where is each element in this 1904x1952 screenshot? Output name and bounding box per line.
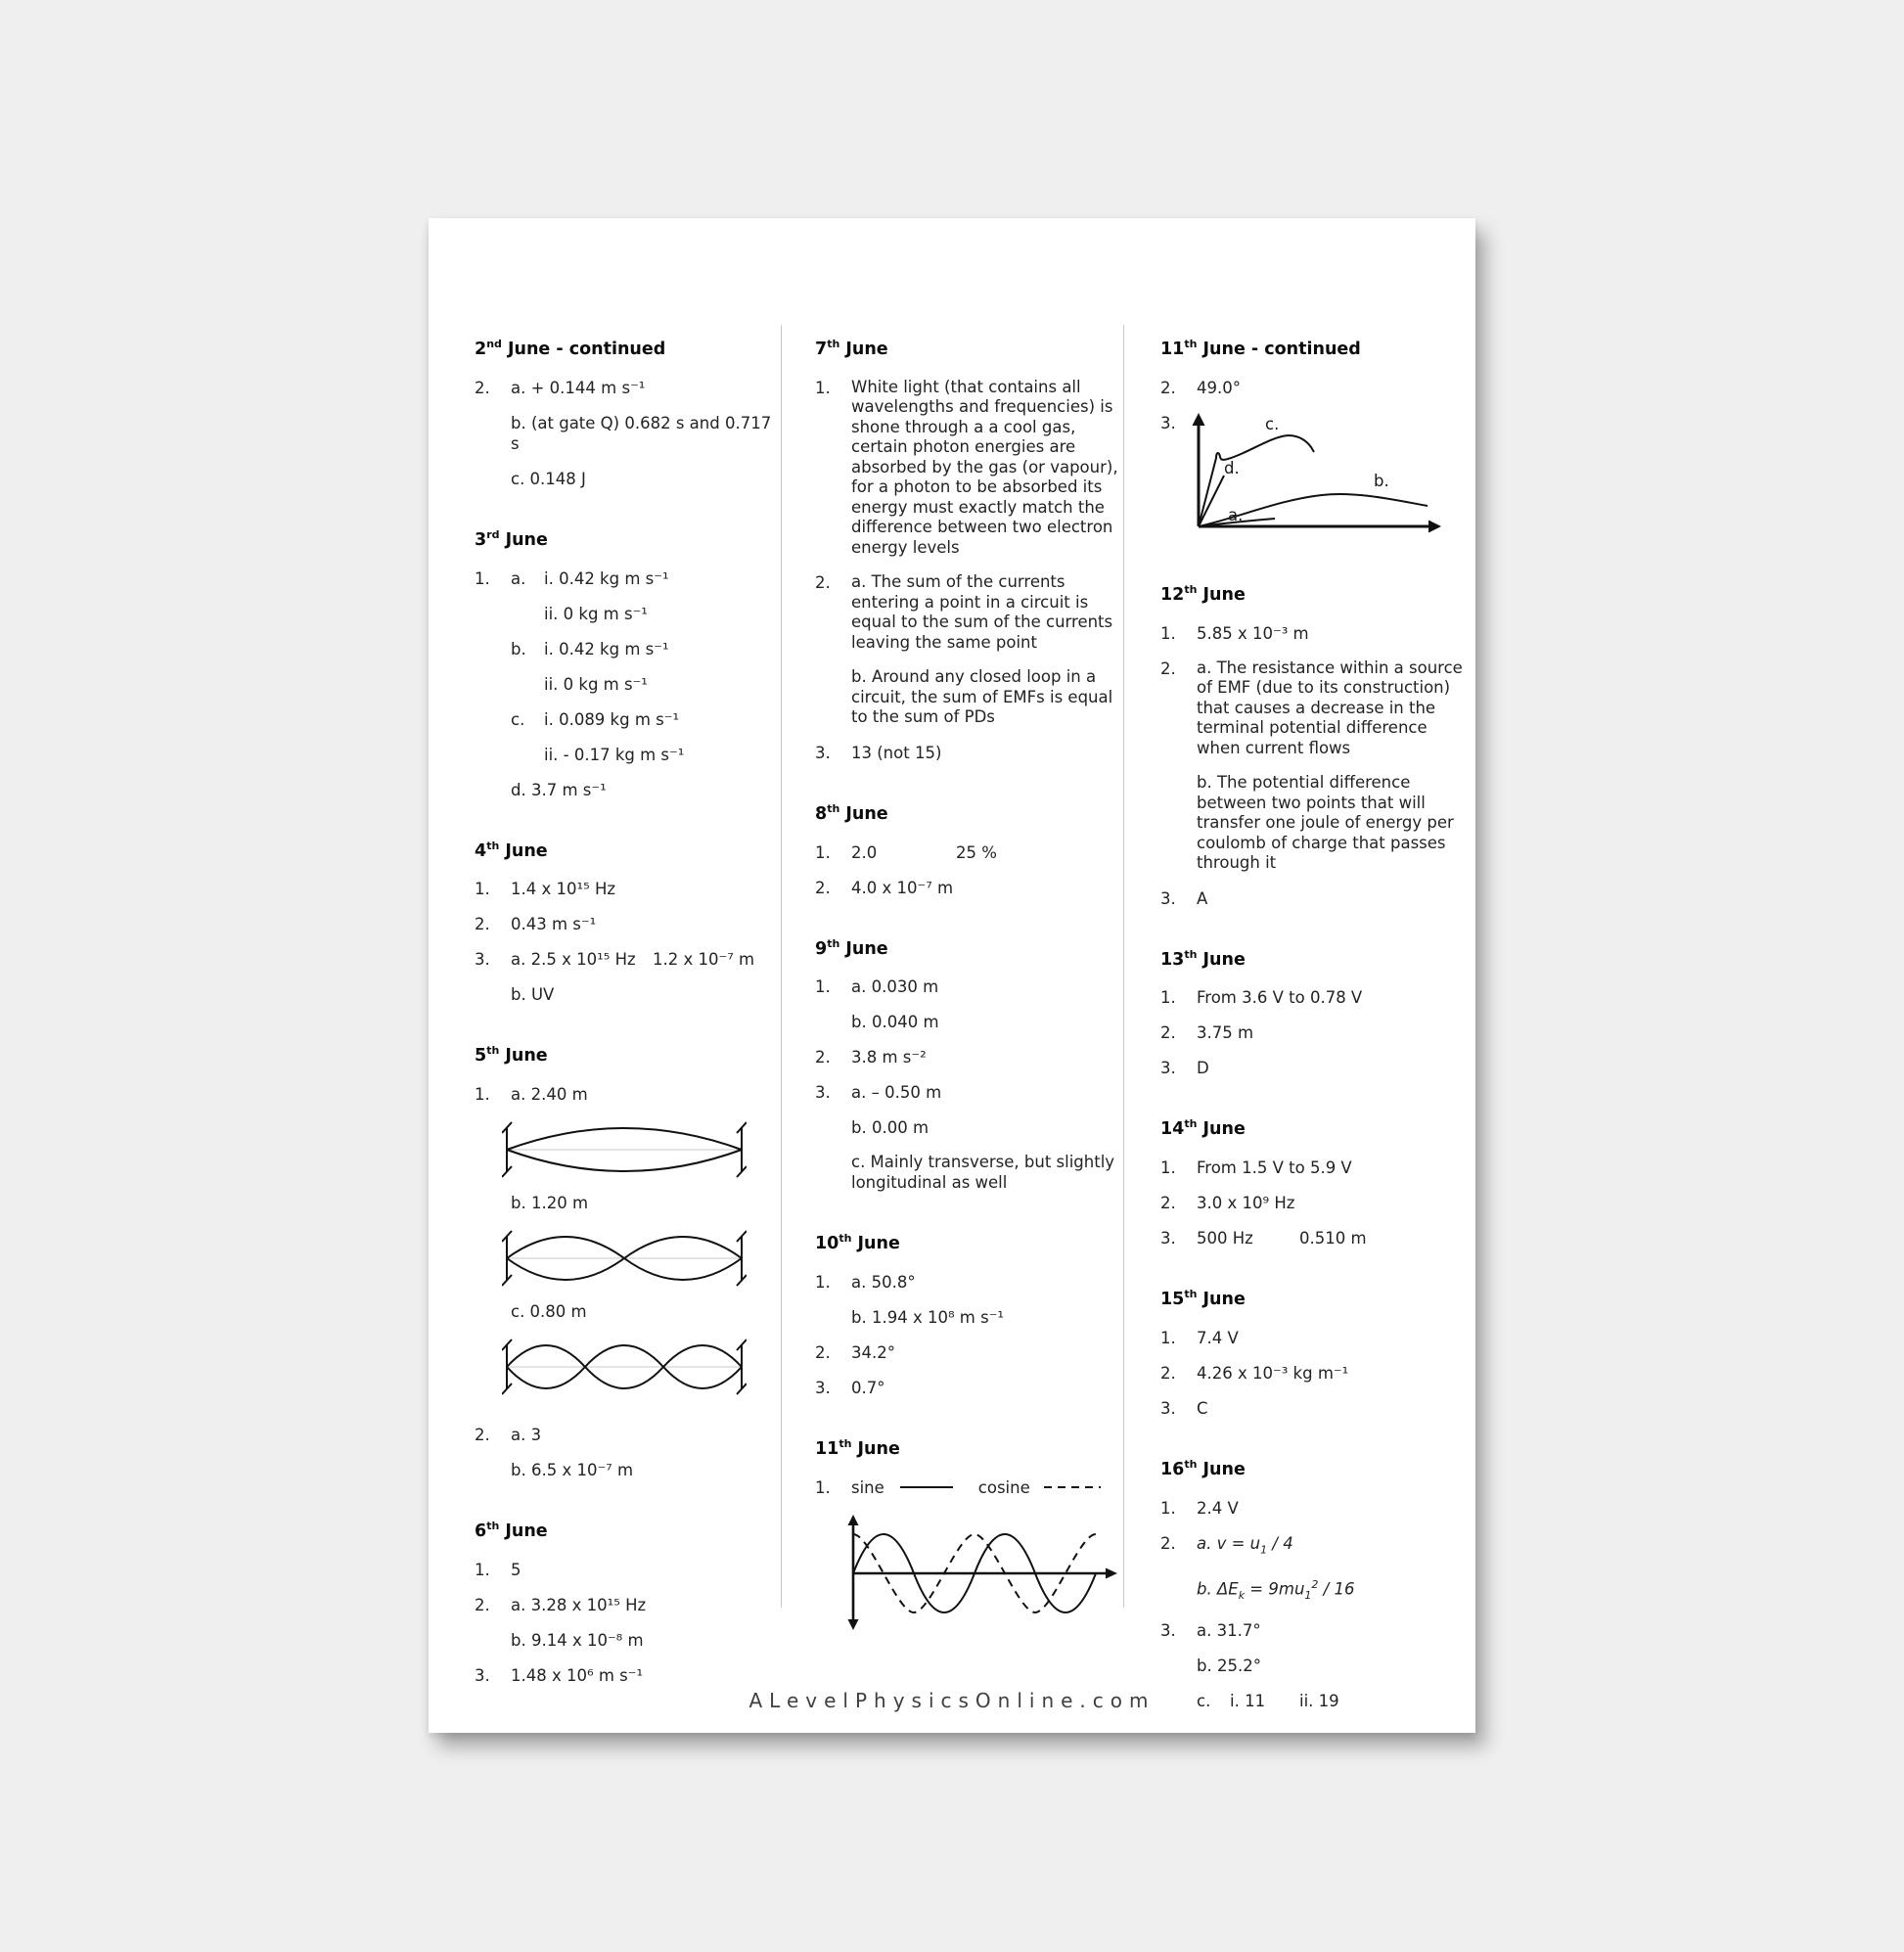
answer-line: a. 3 (511, 1426, 542, 1445)
section-heading: 6th June (475, 1520, 548, 1542)
curve-label-c: c. (1265, 414, 1280, 433)
item-number: 1. (1160, 1158, 1176, 1178)
item-number: 1. (815, 1478, 831, 1498)
section-9th-june (815, 933, 1123, 1194)
item-number: 2. (475, 1426, 490, 1445)
item-number: 2. (1160, 1194, 1176, 1213)
section-heading: 16th June (1160, 1458, 1246, 1479)
item-number: 3. (1160, 1399, 1176, 1419)
section-heading: 11th June (815, 1437, 900, 1460)
section-heading: 15th June (1160, 1288, 1246, 1310)
labelled-curves-graph (1185, 407, 1449, 544)
standing-wave-diagram-3-loops (502, 1337, 747, 1397)
answer-line: ii. 0 kg m s⁻¹ (544, 604, 648, 623)
answer-line: 0.7° (851, 1379, 885, 1398)
item-number: 2. (475, 1596, 490, 1615)
answer-paragraph: b. The potential difference between two points that will transfer one joule of energy per coulomb of charge that passes through it (1197, 773, 1454, 873)
answer-line: b. UV (511, 985, 555, 1005)
answer-item (1160, 1058, 1466, 1078)
answer-item (815, 378, 1123, 559)
item-number: 2. (815, 573, 831, 593)
section-16th-june (1160, 1454, 1466, 1711)
answer-subitem: c. i. 11 ii. 19 (1197, 1692, 1339, 1711)
item-number: 1. (1160, 623, 1176, 643)
item-number: 3. (1160, 1229, 1176, 1248)
answer-item (1160, 1158, 1466, 1178)
answer-line: b. 0.00 m (851, 1118, 929, 1138)
answer-item (1160, 1328, 1466, 1348)
answer-line: 1.48 x 10⁶ m s⁻¹ (511, 1666, 644, 1686)
section-heading: 10th June (815, 1232, 900, 1254)
sine-legend-label: sine (851, 1478, 884, 1498)
answer-line: 3.75 m (1197, 1023, 1254, 1043)
answer-item (815, 878, 1123, 898)
answer-line: a. – 0.50 m (851, 1083, 942, 1103)
section-heading: 12th June (1160, 582, 1246, 605)
answer-line: a. 50.8° (851, 1273, 916, 1293)
section-13th-june (1160, 944, 1466, 1079)
section-14th-june (1160, 1113, 1466, 1248)
answer-item (1160, 1533, 1466, 1606)
answer-line: 0.43 m s⁻¹ (511, 915, 597, 934)
item-number: 1. (815, 1273, 831, 1293)
item-number: 1. (815, 378, 831, 397)
answer-subitem: b. i. 0.42 kg m s⁻¹ ii. 0 kg m s⁻¹ (511, 639, 669, 694)
section-heading: 14th June (1160, 1117, 1246, 1140)
item-number: 3. (475, 950, 490, 970)
column-1 (475, 218, 781, 1733)
answer-item (1160, 658, 1466, 874)
answer-line: 34.2° (851, 1343, 895, 1363)
sine-cosine-graph (834, 1513, 1122, 1632)
item-number: 3. (815, 743, 831, 762)
item-number: 2. (1160, 658, 1176, 678)
columns-container (429, 218, 1475, 1733)
section-heading: 4th June (475, 839, 548, 861)
item-number: 3. (475, 1666, 490, 1686)
answer-item (475, 949, 781, 1005)
section-heading: 7th June (815, 338, 888, 359)
item-number: 2. (475, 915, 490, 934)
section-15th-june (1160, 1284, 1466, 1419)
standing-wave-diagram-2-loops (502, 1228, 747, 1289)
item-number: 3. (1160, 1621, 1176, 1641)
curve-label-b: b. (1374, 471, 1389, 490)
answer-item (1160, 1363, 1466, 1384)
item-number: 2. (1160, 1023, 1176, 1043)
column-2 (815, 218, 1123, 1733)
answer-line: a. 31.7° (1197, 1621, 1261, 1641)
item-number: 1. (815, 977, 831, 997)
item-number: 1. (475, 568, 490, 588)
answer-line: 2.0 25 % (851, 842, 997, 862)
answer-line: a. 2.40 m (511, 1085, 588, 1105)
section-3rd-june (475, 524, 781, 800)
answer-line: 3.0 x 10⁹ Hz (1197, 1194, 1295, 1213)
answer-subitem: c. i. 0.089 kg m s⁻¹ ii. - 0.17 kg m s⁻¹ (511, 709, 685, 764)
section-11th-june (815, 1433, 1123, 1632)
answer-line: 4.0 x 10⁻⁷ m (851, 878, 954, 897)
answer-item (1160, 413, 1466, 544)
answer-line: a. 3.28 x 10¹⁵ Hz (511, 1596, 647, 1615)
answer-paragraph: c. Mainly transverse, but slightly longitudinal as well (851, 1153, 1115, 1192)
answer-line: 13 (not 15) (851, 743, 942, 762)
item-number: 2. (1160, 378, 1176, 397)
answer-line: a. 0.030 m (851, 977, 939, 997)
answer-line: 4.26 x 10⁻³ kg m⁻¹ (1197, 1364, 1349, 1384)
answer-item (815, 1342, 1123, 1363)
answer-line: d. 3.7 m s⁻¹ (511, 780, 607, 799)
section-heading: 5th June (475, 1044, 548, 1067)
answer-item (815, 842, 1123, 863)
answer-line: a. 2.5 x 10¹⁵ Hz 1.2 x 10⁻⁷ m (511, 950, 755, 970)
answer-line: b. 9.14 x 10⁻⁸ m (511, 1631, 644, 1651)
section-heading: 9th June (815, 936, 888, 959)
item-number: 3. (815, 1379, 831, 1398)
item-number: 2. (815, 1048, 831, 1067)
answer-item (475, 1665, 781, 1686)
item-number: 1. (1160, 1329, 1176, 1348)
answer-line: a. + 0.144 m s⁻¹ (511, 378, 646, 397)
answer-item (475, 1560, 781, 1580)
answer-line: ii. 0 kg m s⁻¹ (544, 674, 648, 694)
cosine-line-sample (1044, 1486, 1101, 1488)
item-number: 2. (1160, 1533, 1176, 1553)
site-footer: ALevelPhysicsOnline.com (748, 1689, 1156, 1712)
answer-subitem: a. i. 0.42 kg m s⁻¹ ii. 0 kg m s⁻¹ (511, 568, 669, 623)
answer-line: i. 0.089 kg m s⁻¹ (544, 709, 680, 729)
answer-line: 2.4 V (1197, 1498, 1239, 1518)
item-number: 1. (475, 1561, 490, 1580)
item-number: 2. (1160, 1364, 1176, 1384)
answer-item (1160, 1398, 1466, 1419)
answer-line: A (1197, 888, 1208, 908)
section-7th-june (815, 334, 1123, 763)
section-6th-june (475, 1516, 781, 1686)
section-2nd-june-continued (475, 334, 781, 489)
graph-legend (851, 1477, 1123, 1498)
answer-item (1160, 1228, 1466, 1248)
section-heading: 13th June (1160, 947, 1246, 970)
answer-line: ii. - 0.17 kg m s⁻¹ (544, 745, 685, 764)
answer-item (1160, 378, 1466, 398)
equation-line: a. $v = u_1 / 4$ (1197, 1533, 1293, 1557)
answer-sheet-page (429, 218, 1475, 1733)
item-number: 1. (815, 842, 831, 862)
answer-item (815, 1047, 1123, 1067)
standing-wave-diagram-1-loop (502, 1119, 747, 1180)
equation-line: b. $\Delta E_k = 9mu_1^2 / 16$ (1197, 1578, 1355, 1603)
answer-paragraph: White light (that contains all wavelengths and frequencies) is shone through a a cool gas, certain photon energies are absorbed by the gas (or vapour), for a photon to be absorbed its energy must exactly match the difference between two electron energy levels (851, 377, 1118, 557)
item-number: 1. (1160, 988, 1176, 1008)
item-number: 1. (475, 880, 490, 899)
answer-line: c. 0.80 m (511, 1302, 587, 1322)
answer-item (1160, 1193, 1466, 1213)
answer-item (475, 879, 781, 899)
answer-line: From 1.5 V to 5.9 V (1197, 1158, 1352, 1178)
curve-label-d: d. (1224, 458, 1240, 477)
answer-paragraph: a. The resistance within a source of EMF (due to its construction) that causes a decrease in the terminal potential difference when current flows (1197, 658, 1463, 757)
answer-line: 7.4 V (1197, 1329, 1239, 1348)
answer-item (815, 1082, 1123, 1193)
item-number: 2. (475, 378, 490, 397)
answer-item (1160, 1022, 1466, 1043)
answer-line: c. 0.148 J (511, 469, 586, 488)
answer-line: 5 (511, 1561, 521, 1580)
item-number: 2. (815, 878, 831, 897)
answer-item (1160, 1498, 1466, 1519)
item-number: 1. (1160, 1498, 1176, 1518)
answer-line: i. 0.42 kg m s⁻¹ (544, 568, 669, 588)
answer-item (1160, 623, 1466, 644)
answer-item (475, 1425, 781, 1480)
answer-line: From 3.6 V to 0.78 V (1197, 988, 1363, 1008)
item-number: 3. (1160, 888, 1176, 908)
section-10th-june (815, 1228, 1123, 1398)
answer-item (475, 378, 781, 489)
answer-line: i. 0.42 kg m s⁻¹ (544, 639, 669, 658)
section-4th-june (475, 836, 781, 1006)
answer-item (1160, 888, 1466, 909)
section-5th-june (475, 1040, 781, 1480)
answer-item (475, 1595, 781, 1651)
answer-line: 3.8 m s⁻² (851, 1048, 927, 1067)
answer-line: 5.85 x 10⁻³ m (1197, 623, 1309, 643)
answer-item (815, 572, 1123, 728)
answer-item (475, 568, 781, 800)
item-number: 3. (815, 1083, 831, 1103)
answer-line: C (1197, 1399, 1208, 1419)
item-number: 3. (1160, 413, 1176, 432)
answer-item (815, 1477, 1123, 1632)
curve-label-a: a. (1228, 505, 1244, 524)
section-heading: 3rd June (475, 527, 548, 550)
answer-line: b. 1.20 m (511, 1194, 589, 1213)
answer-item (1160, 987, 1466, 1008)
answer-line: b. 25.2° (1197, 1657, 1261, 1676)
answer-line: b. (at gate Q) 0.682 s and 0.717 s (511, 413, 772, 453)
section-8th-june (815, 798, 1123, 898)
column-divider (1123, 325, 1124, 1608)
answer-item (475, 1084, 781, 1410)
section-11th-june-continued (1160, 334, 1466, 544)
answer-item (475, 914, 781, 934)
answer-paragraph: b. Around any closed loop in a circuit, the sum of EMFs is equal to the sum of PDs (851, 667, 1113, 727)
sine-line-sample (900, 1486, 953, 1488)
cosine-legend-label: cosine (977, 1478, 1030, 1498)
answer-item (815, 1378, 1123, 1398)
answer-line: D (1197, 1059, 1209, 1078)
answer-line: 1.4 x 10¹⁵ Hz (511, 880, 616, 899)
answer-item (815, 743, 1123, 763)
section-heading: 2nd June - continued (475, 338, 666, 359)
item-number: 1. (475, 1085, 490, 1105)
answer-line: b. 6.5 x 10⁻⁷ m (511, 1461, 634, 1480)
answer-line: i. 11 ii. 19 (1230, 1692, 1339, 1711)
column-divider (781, 325, 782, 1608)
answer-item (815, 1272, 1123, 1328)
answer-paragraph: a. The sum of the currents entering a point in a circuit is equal to the sum of the currents leaving the same point (851, 572, 1113, 652)
item-number: 3. (1160, 1059, 1176, 1078)
column-3 (1160, 218, 1466, 1733)
answer-line: 500 Hz 0.510 m (1197, 1229, 1367, 1248)
item-number: 2. (815, 1343, 831, 1363)
section-12th-june (1160, 579, 1466, 909)
answer-line: 49.0° (1197, 378, 1241, 397)
section-heading: 8th June (815, 801, 888, 824)
answer-line: b. 1.94 x 10⁸ m s⁻¹ (851, 1308, 1005, 1328)
section-heading: 11th June - continued (1160, 338, 1361, 359)
answer-line: b. 0.040 m (851, 1013, 939, 1032)
answer-item (815, 976, 1123, 1032)
